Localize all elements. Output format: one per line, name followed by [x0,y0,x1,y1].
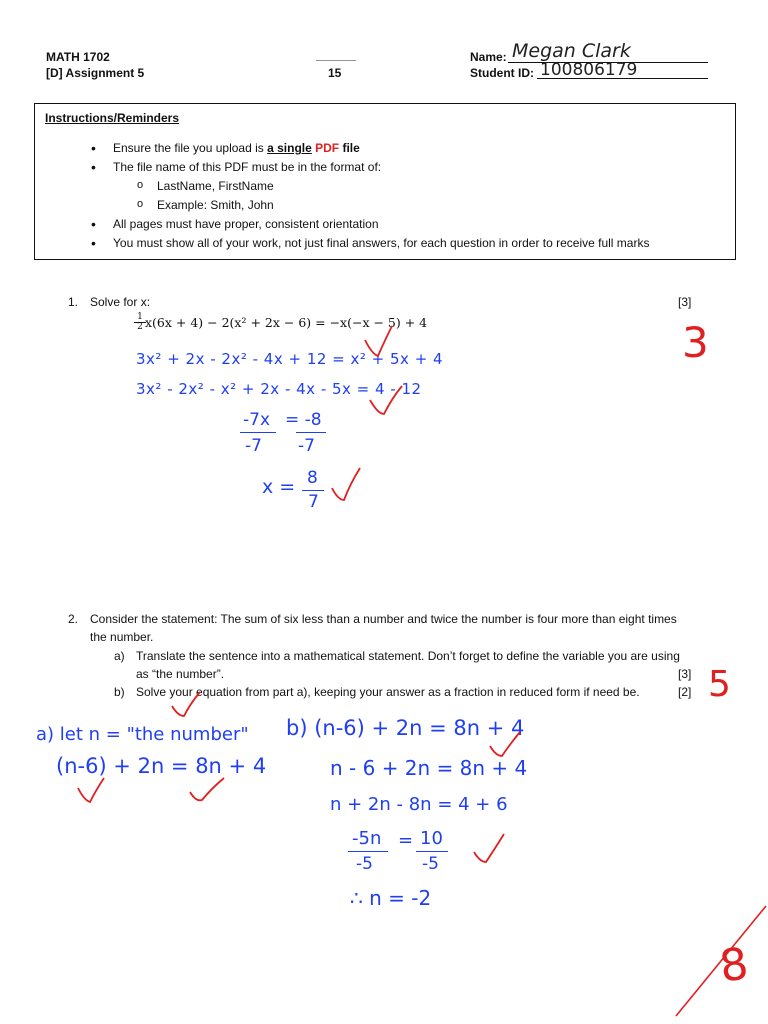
instruction-emphasis: a single [267,141,312,155]
q2-a-text2: as “the number”. [136,667,225,681]
q2-hw-b1: b) (n-6) + 2n = 8n + 4 [286,716,525,740]
check-icon [172,692,200,716]
q2-a-marks: [3] [678,667,692,681]
student-id-label: Student ID: [470,66,534,80]
instruction-sub-example: o Example: Smith, John [157,198,274,212]
q2-hw-b2: n - 6 + 2n = 8n + 4 [330,756,528,780]
instruction-text: Ensure the file you upload is [113,141,268,155]
check-icon [370,386,402,414]
q2-b-text: Solve your equation from part a), keeping your answer as a fraction in reduced form if need be. [136,685,640,699]
q2-hw-b3: n + 2n - 8n = 4 + 6 [330,794,508,815]
name-label: Name: [470,50,507,64]
q1-marks: [3] [678,295,692,309]
q2-grade: 5 [708,664,731,705]
instructions-title: Instructions/Reminders [45,111,180,125]
check-icon [332,468,360,500]
q1-work-line3-den-right: -7 [298,436,315,456]
name-value: Megan Clark [512,40,631,62]
q2-hw-b4-num-left: -5n [352,828,382,849]
q2-prompt-line1: Consider the statement: The sum of six less than a number and twice the number is four more than eight times [90,612,677,626]
q1-answer-den: 7 [308,492,319,512]
total-grade: 8 [716,938,752,993]
instruction-sub-format: o LastName, FirstName [157,179,274,193]
instruction-pdf: PDF [315,141,340,155]
q1-number: 1. [68,295,79,309]
instruction-item-filename: • The file name of this PDF must be in the format of: [113,160,381,174]
check-icon [365,326,392,356]
q1-work-line3-den-left: -7 [245,436,262,456]
q2-hw-a1: a) let n = "the number" [36,724,249,745]
q2-hw-b4-den-left: -5 [356,854,373,874]
q2-hw-b5: ∴ n = -2 [350,886,432,910]
q1-prompt: Solve for x: [90,295,151,309]
check-icon [474,834,504,862]
score-blank: ______ [316,48,357,62]
q2-prompt-line2: the number. [90,630,154,644]
q1-answer-num: 8 [307,468,318,488]
instruction-file: file [339,141,360,155]
q2-a-text1: Translate the sentence into a mathematical statement. Don’t forget to define the variable you are using [136,649,680,663]
q2-number: 2. [68,612,79,626]
q2-hw-b4-den-right: -5 [422,854,439,874]
instruction-item-work: • You must show all of your work, not just final answers, for each question in order to receive full marks [113,236,649,250]
q1-work-line3-left: -7x [243,410,271,430]
check-icon [78,778,104,802]
q1-answer-lhs: x = [262,476,296,498]
q1-work-line3-right: = -8 [285,410,322,430]
q2-b-label: b) [114,685,125,699]
q2-b-marks: [2] [678,685,692,699]
q2-hw-b4-eq: = [398,830,414,851]
check-icon [490,732,520,756]
q1-work-line2: 3x² - 2x² - x² + 2x - 4x - 5x = 4 - 12 [136,380,422,398]
q2-hw-a2: (n-6) + 2n = 8n + 4 [56,754,267,778]
course-code: MATH 1702 [46,50,110,64]
q2-a-label: a) [114,649,125,663]
half-numerator: 1 [137,312,143,322]
q1-grade: 3 [682,318,709,367]
grade-slash [676,906,766,1016]
assignment-title: [D] Assignment 5 [46,66,145,80]
half-denominator: 2 [134,322,146,332]
student-id-value: 100806179 [540,60,638,80]
instruction-item-orientation: • All pages must have proper, consistent orientation [113,217,379,231]
q1-work-line1: 3x² + 2x - 2x² - 4x + 12 = x² + 5x + 4 [136,350,444,368]
score-total: 15 [328,66,342,80]
check-icon [190,778,224,800]
q2-hw-b4-num-right: 10 [420,828,443,849]
q1-equation: x(6x + 4) − 2(x² + 2x − 6) = −x(−x − 5) + 4 [145,315,428,330]
